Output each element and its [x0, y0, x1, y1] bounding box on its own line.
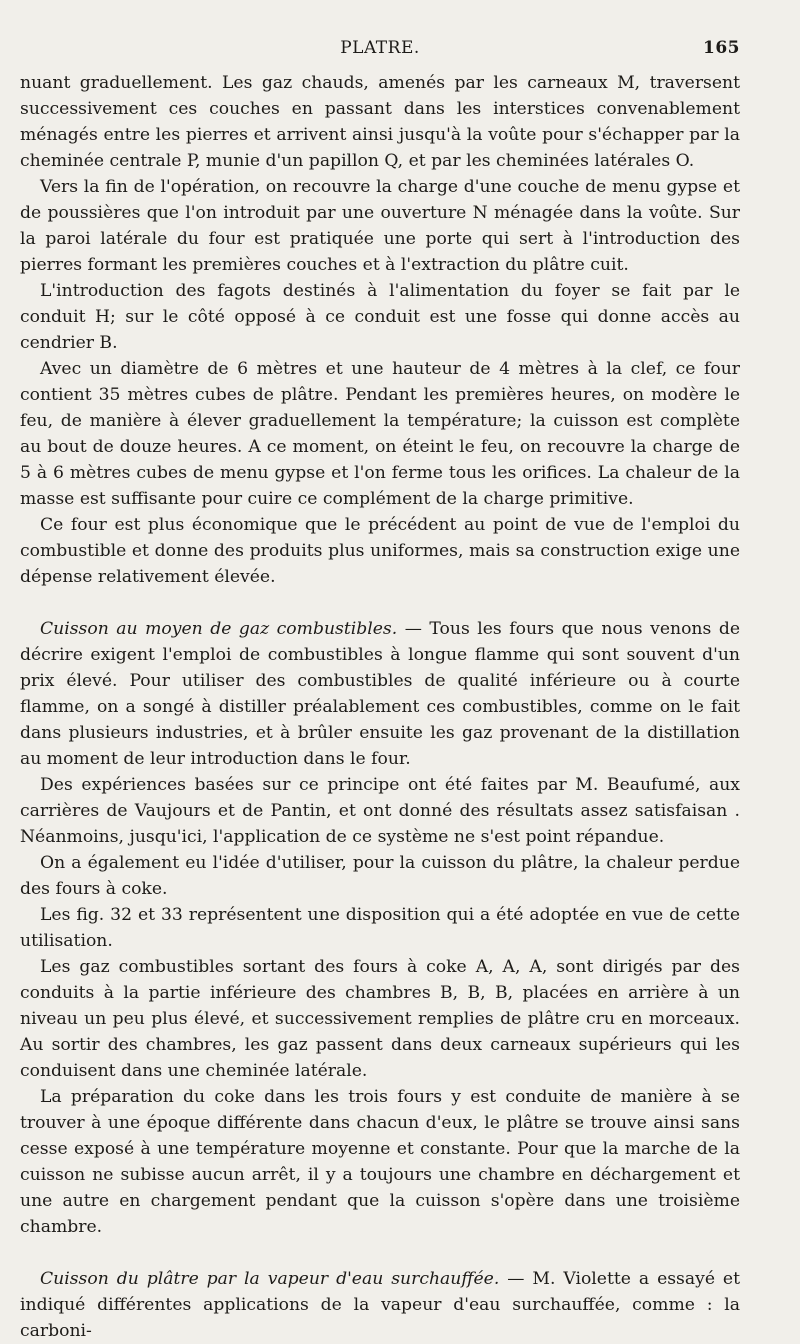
paragraph: Avec un diamètre de 6 mètres et une hauteur de 4 mètres à la clef, ce four contient 35 mètres cubes de plâtre. Pendant les premières heures, on modère le feu, de manière à élever graduellement la température; la cuisson est complète au bout de douze heures. A ce moment, on éteint le feu, on recouvre la charge de 5 à 6 mètres cubes de menu gypse et l'on ferme tous les orifices. La chaleur de la masse est suffisante pour cuire ce complément de la charge primitive. [20, 359, 740, 509]
running-title: PLATRE. [340, 38, 420, 58]
section-heading-gaz: Cuisson au moyen de gaz combustibles. [40, 619, 398, 639]
paragraph: L'introduction des fagots destinés à l'alimentation du foyer se fait par le conduit H; sur le côté opposé à ce conduit est une fosse qui donne accès au cendrier B. [20, 281, 740, 353]
page-body [20, 70, 740, 1344]
section-text-gaz: — Tous les fours que nous venons de décrire exigent l'emploi de combustibles à longue flamme qui sont souvent d'un prix élevé. Pour utiliser des combustibles de qualité inférieure ou à courte flamme, on a songé à distiller préalablement ces combustibles, comme on le fait dans plusieurs industries, et à brûler ensuite les gaz provenant de la distillation au moment de leur introduction dans le four. [20, 619, 740, 769]
paragraph: On a également eu l'idée d'utiliser, pour la cuisson du plâtre, la chaleur perdue des fours à coke. [20, 853, 740, 899]
paragraph: Des expériences basées sur ce principe ont été faites par M. Beaufumé, aux carrières de Vaujours et de Pantin, et ont donné des résultats assez satisfaisan . Néanmoins, jusqu'ici, l'application de ce système ne s'est point répandue. [20, 775, 740, 847]
page-number: 165 [703, 38, 740, 58]
section-text-vapeur: — M. Violette a essayé et indiqué différentes applications de la vapeur d'eau surchauffée, comme : la carboni- [20, 1269, 741, 1341]
paragraph: Les fig. 32 et 33 représentent une disposition qui a été adoptée en vue de cette utilisation. [20, 905, 740, 951]
paragraph: nuant graduellement. Les gaz chauds, amenés par les carneaux M, traversent successivement ces couches en passant dans les interstices convenablement ménagés entre les pierres et arrivent ainsi jusqu'à la voûte pour s'échapper par la cheminée centrale P, munie d'un papillon Q, et par les cheminées latérales O. [20, 73, 740, 171]
section-paragraph-gaz [20, 616, 740, 772]
section-paragraph-vapeur [20, 1266, 740, 1344]
paragraph: La préparation du coke dans les trois fours y est conduite de manière à se trouver à une époque différente dans chacun d'eux, le plâtre se trouve ainsi sans cesse exposé à une température moyenne et constante. Pour que la marche de la cuisson ne subisse aucun arrêt, il y a toujours une chambre en déchargement et une autre en chargement pendant que la cuisson s'opère dans une troisième chambre. [20, 1087, 740, 1237]
page-header [20, 36, 740, 62]
paragraph: Vers la fin de l'opération, on recouvre la charge d'une couche de menu gypse et de poussières que l'on introduit par une ouverture N ménagée dans la voûte. Sur la paroi latérale du four est pratiquée une porte qui sert à l'introduction des pierres formant les premières couches et à l'extraction du plâtre cuit. [20, 177, 740, 275]
paragraph: Les gaz combustibles sortant des fours à coke A, A, A, sont dirigés par des conduits à la partie inférieure des chambres B, B, B, placées en arrière à un niveau un peu plus élevé, et successivement remplies de plâtre cru en morceaux. Au sortir des chambres, les gaz passent dans deux carneaux supérieurs qui les conduisent dans une cheminée latérale. [20, 957, 740, 1081]
section-heading-vapeur: Cuisson du plâtre par la vapeur d'eau surchauffée. [40, 1269, 500, 1289]
paragraph: Ce four est plus économique que le précédent au point de vue de l'emploi du combustible et donne des produits plus uniformes, mais sa construction exige une dépense relativement élevée. [20, 515, 740, 587]
